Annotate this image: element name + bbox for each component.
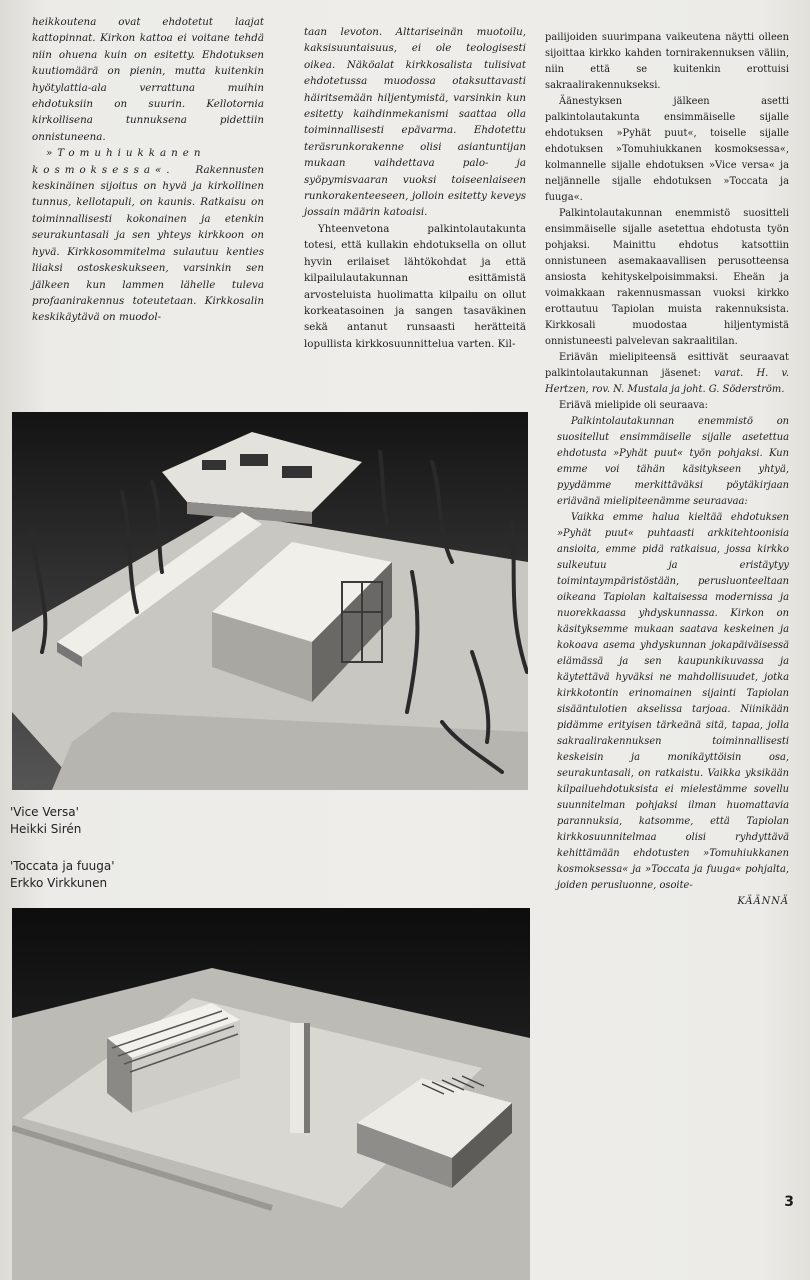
text-column-right bbox=[545, 30, 789, 910]
page-number: 3 bbox=[784, 1194, 794, 1210]
entry-text: Rakennusten keskinäinen sijoitus on hyvä ja kirkollinen tunnus, kellotapuli, on kaunis. Ratkaisu on toiminnallisesti kokonainen ja etenkin seurakuntasali ja sen yhteys kirkkoon on hyvä. Kirkkosommitelma sulautuu kenties liiaksi ostoskeskukseen, varsinkin sen jälkeen kun lammen lähelle tuleva profaanirakennus toteutetaan. Kirkkosalin keskikäytävä on muodol- bbox=[32, 163, 264, 324]
dissent-intro: Eriävän mielipiteensä esittivät seuraavat palkintolautakunnan jäsenet: bbox=[545, 352, 789, 379]
paragraph bbox=[545, 350, 789, 398]
model-photo-toccata-ja-fuuga bbox=[12, 908, 530, 1280]
architecture-model-image bbox=[12, 908, 530, 1280]
paragraph: pailijoiden suurimpana vaikeutena näytti olleen sijoittaa kirkko kahden tornirakennuksen väliin, niin että se kuitenkin erottuisi sakraalirakennukseksi. bbox=[545, 32, 789, 91]
quote-paragraph: Palkintolautakunnan enemmistö on suositellut ensimmäiselle sijalle asetettua ehdotusta »Pyhät puut« työn pohjaksi. Kun emme voi tähän käsitykseen yhtyä, pyydämme merkittäväksi pöytäkirjaan eriävänä mielipiteenämme seuraavaa: bbox=[557, 416, 789, 507]
caption-title: 'Toccata ja fuuga' bbox=[10, 859, 115, 873]
caption-author: Erkko Virkkunen bbox=[10, 876, 108, 890]
caption-author: Heikki Sirén bbox=[10, 822, 82, 836]
paragraph: Äänestyksen jälkeen asetti palkintolautakunta ensimmäiselle sijalle ehdotuksen »Pyhät puut«, toiselle sijalle ehdotuksen »Tomuhiukkanen kosmoksessa«, kolmannelle sijalle ehdotuksen »Vice versa« ja neljännelle sijalle ehdotuksen »Toccata ja fuuga«. bbox=[545, 96, 789, 203]
paragraph: Eriävä mielipide oli seuraava: bbox=[559, 400, 709, 411]
text-column-left bbox=[32, 14, 264, 326]
photo-caption-1 bbox=[10, 804, 81, 838]
architecture-model-image bbox=[12, 412, 528, 790]
model-photo-vice-versa bbox=[12, 412, 528, 790]
paragraph bbox=[32, 145, 264, 325]
paragraph: heikkoutena ovat ehdotetut laajat kattopinnat. Kirkon kattoa ei voitane tehdä niin ohuena kuin on esitetty. Ehdotuksen kuutiomäärä on pienin, mutta kuitenkin hyötylattia-ala verrattuna muihin ehdotuksiin on suurin. Kellotornia kirkollisena tunnuksena pidettiin onnistuneena. bbox=[32, 16, 264, 143]
dissent-members: varat. H. v. Hertzen, rov. N. Mustala ja joht. G. Söderström. bbox=[545, 368, 789, 395]
text-column-middle bbox=[304, 24, 526, 352]
paragraph: Yhteenvetona palkintolautakunta totesi, että kullakin ehdotuksella on ollut hyvin erilaiset lähtökohdat ja että kilpailulautakunnan esittämistä arvosteluista huolimatta kilpailu on ollut korkeatasoinen ja sangen tasaväkinen sekä antanut runsaasti herätteitä lopullista kirkkosuunnittelua varten. Kil- bbox=[304, 222, 526, 350]
entry-title: »Tomuhiukkanen kosmoksessa«. bbox=[32, 147, 206, 176]
paragraph: Palkintolautakunnan enemmistö suositteli ensimmäiselle sijalle asetettua ehdotusta työn pohjaksi. Mainittu ehdotus katsottiin onnistuneen asemakaavallisen perusotteensa ansiosta kehityskelpoisimmaksi. Eheän ja voimakkaan rakennusmassan vuoksi kirkko erottautuu Tapiolan muista rakennuksista. Kirkkosali muodostaa hiljentymistä onnistuneesti palvelevan sakraalitilan. bbox=[545, 208, 789, 347]
caption-title: 'Vice Versa' bbox=[10, 805, 79, 819]
paragraph: taan levoton. Alttariseinän muotoilu, kaksisuuntaisuus, ei ole teologisesti oikea. Näköalat kirkkosalista tulisivat ehdotetussa muodossa otaksuttavasti häiritsemään hiljentymistä, varsinkin kun esitetty kaihdinmekanismi saattaa olla toiminnallisesti epävarma. Ehdotettu teräsrunkorakenne olisi asiantuntijan mukaan vaihdettava palo- ja syöpymisvaaran vuoksi toiseenlaiseen runkorakenteeseen, jolloin esitetty keveys jossain määrin katoaisi. bbox=[304, 26, 526, 219]
photo-caption-2 bbox=[10, 858, 115, 892]
quote-paragraph: Vaikka emme halua kieltää ehdotuksen »Pyhät puut« puhtaasti arkkitehtoonisia ansioita, emme pidä ratkaisua, jossa kirkko sulkeutuu ja eristäytyy toimintaympäristöstään, perusluonteeltaan oikeana Tapiolan kaltaisessa modernissa ja nuorekkaassa yhdyskunnassa. Kirkon on käsityksemme mukaan saatava keskeinen ja kokoava asema yhdyskunnan jokapäiväisessä elämässä ja sen kaupunkikuvassa ja käytettävä hyväksi ne mahdollisuudet, jotka kirkkotontin erinomainen sijainti Tapiolan sisääntulotien akselissa tarjoaa. Niinikään pidämme erityisen tärkeänä sitä, tapaa, jolla sakraalirakennuksen toiminnallisesti keskeisin ja monikäyttöisin osa, seurakuntasali, on ratkaistu. Vaikka yksikään kilpailuehdotuksista ei mielestämme sovellu suunnitelman pohjaksi ilman huomattavia parannuksia, katsomme, että Tapiolan kirkkosuunnitelmaa olisi ryhdyttävä kehittämään ehdotusten »Tomuhiukkanen kosmoksessa« ja »Toccata ja fuuga« pohjalta, joiden perusluonne, osoite- bbox=[557, 512, 789, 891]
turn-page-note: KÄÄNNÄ bbox=[737, 896, 789, 907]
